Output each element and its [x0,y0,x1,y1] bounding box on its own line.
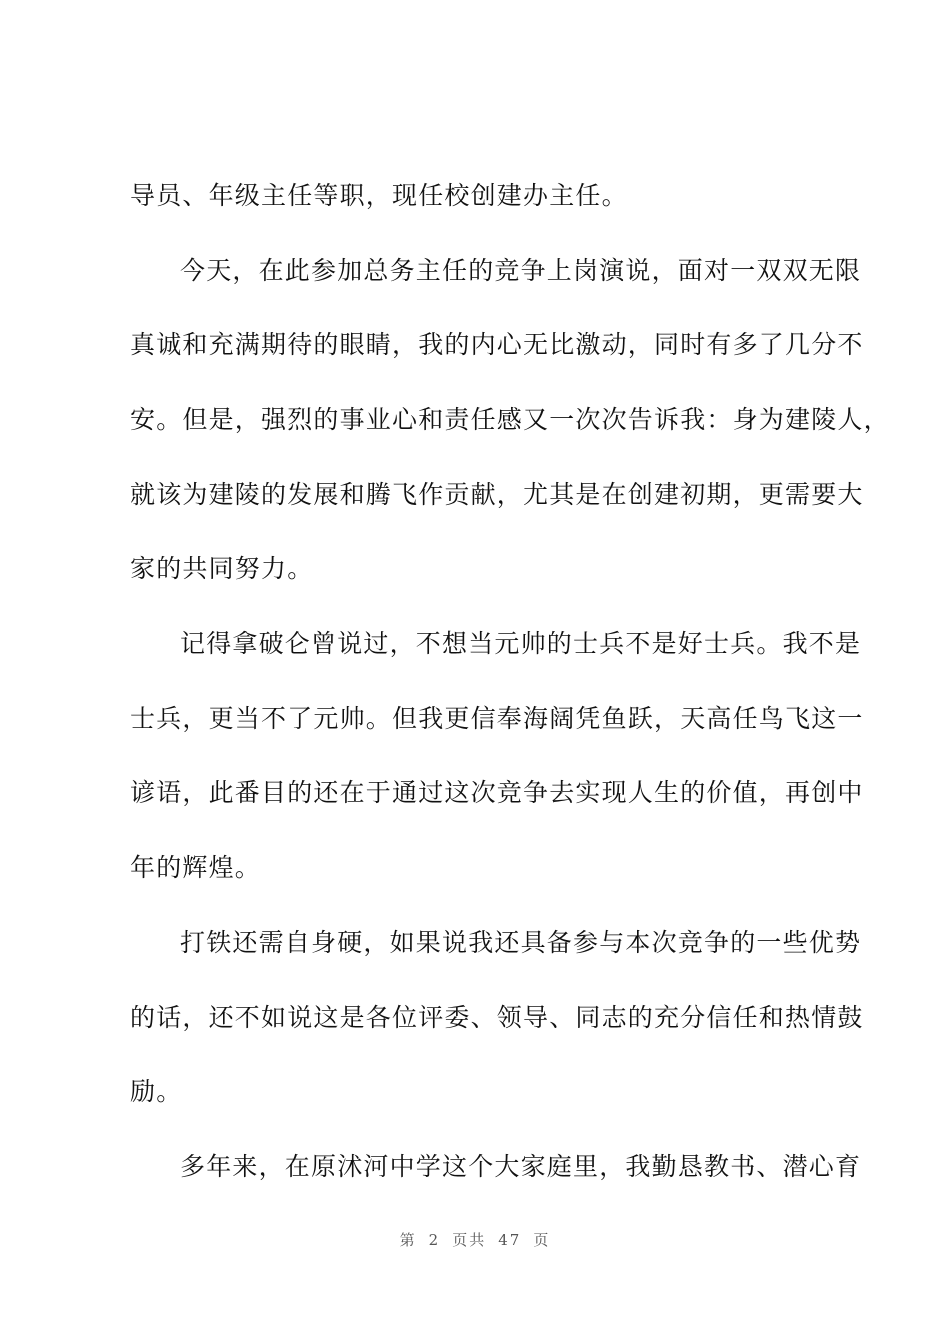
text-line-3: 真诚和充满期待的眼睛，我的内心无比激动，同时有多了几分不 [130,330,864,359]
footer-current-page: 2 [428,1231,441,1249]
footer-suffix: 页 [533,1231,551,1249]
text-line-10: 年的辉煌。 [130,853,262,882]
paragraph-start-line-11: 打铁还需自身硬，如果说我还具备参与本次竞争的一些优势 [180,928,862,957]
text-line-6: 家的共同努力。 [130,554,314,583]
paragraph-start-line-2: 今天，在此参加总务主任的竞争上岗演说，面对一双双无限 [180,256,862,285]
text-line-1: 导员、年级主任等职，现任校创建办主任。 [130,181,628,210]
page-footer [0,1229,950,1250]
text-line-12: 的话，还不如说这是各位评委、领导、同志的充分信任和热情鼓 [130,1003,864,1032]
text-line-4: 安。但是，强烈的事业心和责任感又一次次告诉我：身为建陵人， [130,405,890,434]
text-line-9: 谚语，此番目的还在于通过这次竞争去实现人生的价值，再创中 [130,778,864,807]
footer-total-pages: 47 [498,1231,522,1249]
paragraph-start-line-7: 记得拿破仑曾说过，不想当元帅的士兵不是好士兵。我不是 [180,629,862,658]
footer-prefix: 第 [399,1231,417,1249]
paragraph-start-line-14: 多年来，在原沭河中学这个大家庭里，我勤恳教书、潜心育 [180,1152,862,1181]
footer-middle: 页共 [452,1231,487,1249]
text-line-13: 励。 [130,1077,183,1106]
text-line-8: 士兵，更当不了元帅。但我更信奉海阔凭鱼跃，天高任鸟飞这一 [130,704,864,733]
text-line-5: 就该为建陵的发展和腾飞作贡献，尤其是在创建初期，更需要大 [130,480,864,509]
